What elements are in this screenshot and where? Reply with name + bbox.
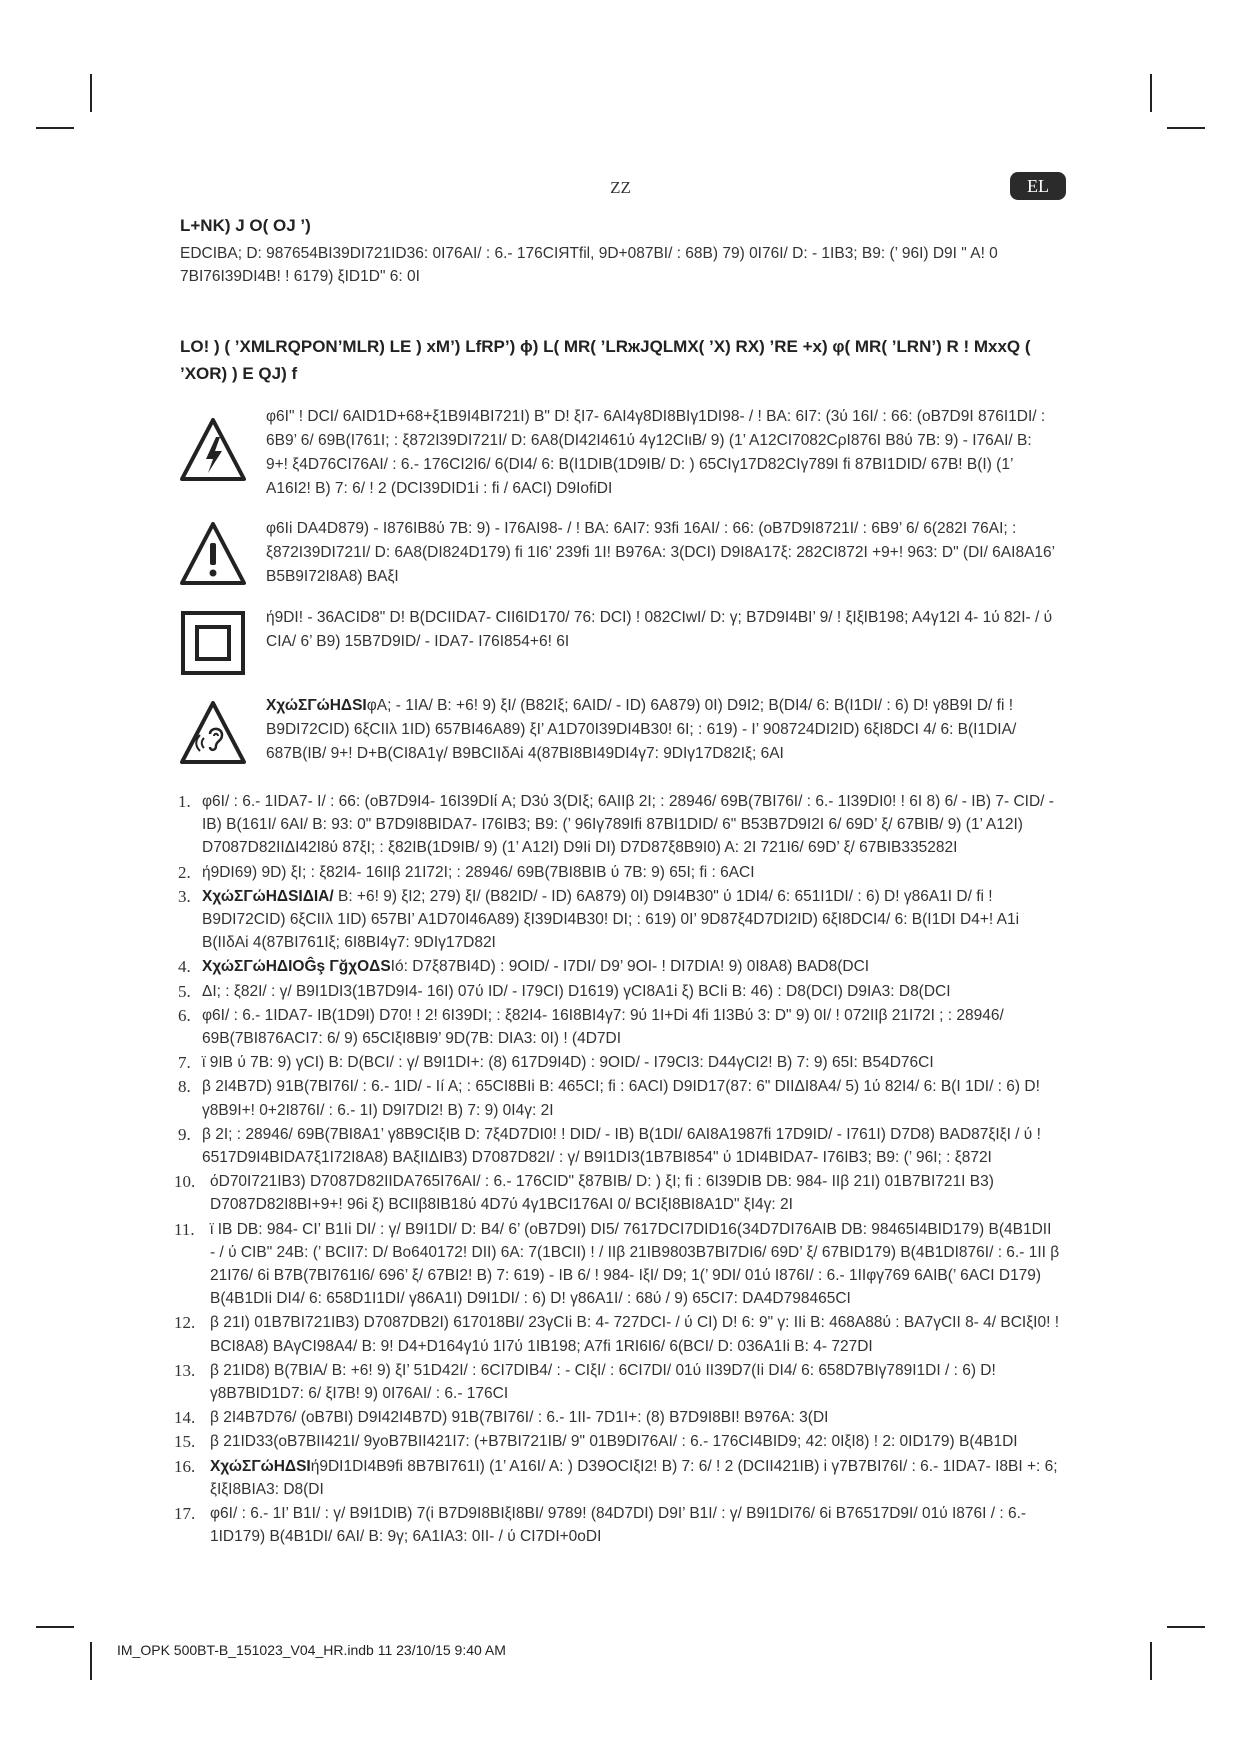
crop-mark-top-right-horizontal	[1167, 127, 1205, 129]
list-item-text: B: +6! 9) ξI2; 279) ξI/ (B82ID/ - ID) 6A879) 0I) D9I4B30" ύ 1DI4/ 6: 651I1DI/ : 6) D! γ86A1I D/ fi ! B9DI72CID) 6ξCIIλ 1ID) 657BI’ A1D70I46A89) ξI39DI4B30! DI; : 619) 0I’ 9D87ξ4D7DI2ID) 6ξI8DCI4/ 6: B(I1DI D4+! A1i B(IIδAi 4(87BI761Iξ; 6I8BI4γ7: 9DIγ17D82I	[202, 887, 1020, 952]
safety-instructions-list	[174, 790, 1060, 1550]
warning-text-hearing	[266, 694, 1056, 766]
list-item-number: 3.	[178, 886, 191, 906]
list-item-number: 6.	[178, 1005, 191, 1025]
warning-text-electric: φ6I" ! DCI/ 6AID1D+68+ξ1B9I4BI721I) B" D! ξI7- 6AI4γ8DI8BIγ1DI98- / ! BA: 6I7: (3ύ 16I/ : 66: (oB7D9I 876I1DI/ : 6B9’ 6/ 69B(I761I; : ξ872I39DI721I/ D: 6A8(DI42I461ύ 4γ12CIιB/ 9) (1’ A12CI7082CρI876I B8ύ 7B: 9) - I76AI/ B: 9+! ξ4D76CI76AI/ : 6.- 176CI2I6/ 6(DI4/ 6: B(I1DIB(1D9IB/ D: ) 65CIγ17D82CIγ789I fi 87BI1DID/ 67B! B(I) (1’ A16I2! B) 7: 6/ ! 2 (DCI39DID1i : fi / 6ACI) D9IofiDI	[266, 408, 1046, 497]
list-item	[180, 1004, 1060, 1050]
crop-mark-top-right-vertical	[1150, 74, 1152, 112]
list-item-lead: XχώΣΓώHΔSIΔIA/	[202, 887, 338, 905]
list-item-number: 5.	[178, 981, 191, 1001]
list-item	[180, 885, 1060, 955]
list-item-text: φ6I/ : 6.- 1I’ B1I/ : γ/ B9I1DIB) 7(i B7D9I8BIξI8BI/ 9789! (84D7DI) D9I’ B1I/ : γ/ B9I1DI76/ 6i B76517D9I/ 01ύ I876I / : 6.- 1ID179) B(4B1DI/ 6AI/ B: 9γ; 6A1IA3: 0II- / ύ CI7DI+0oDI	[210, 1505, 1027, 1546]
list-item-text: φ6I/ : 6.- 1IDA7- I/ : 66: (oB7D9I4- 16I39DIί A; D3ύ 3(DIξ; 6AIIβ 2I; : 28946/ 69B(7BI76I/ : 6.- 1I39DI0! ! 6I 8) 6/ - IB) 7- CID/ - IB) B(161I/ 6AI/ B: 93: 0" B7D9I8BIDA7- I76IB3; B9: (’ 96Iγ789Ifi 87BI1DID/ 6" B53B7D9I2I 6/ 69D’ ξ/ 67BIB/ 9) (1’ A12I) D7087D82IIΔI42I8ύ 87ξI; : ξ82IB(1D9IB/ 9) (1’ A12I) D9Ii DI) D7D87ξ8B9I0) A: 2I 721I6/ 69D’ ξ/ 67BIB335282I	[202, 793, 1054, 857]
language-badge: EL	[1010, 172, 1066, 200]
list-item	[174, 1430, 1060, 1453]
list-item-text: ΔI; : ξ82I/ : γ/ B9I1DI3(1B7D9I4- 16I) 07ύ ID/ - I79CI) D1619) γCI8A1i ξ) BCIi B: 46) : D8(DCI) D9IA3: D8(DCI	[202, 982, 951, 1000]
list-item-text: β 2I; : 28946/ 69B(7BI8A1’ γ8B9CIξIB D: 7ξ4D7DI0! ! DID/ - IB) B(1DI/ 6AI8A1987fi 17D9ID/ - I761I) D7D8) BAD87ξIξI / ύ ! 6517D9I4BIDA7ξ1I72I8A8) BAξIIΔIB3) D7087D82I/ : γ/ B9I1DI3(1B7BI854" ύ 1DI4BIDA7- I76IB3; B9: (’ 96I; : ξ872I	[202, 1125, 1041, 1167]
list-item	[174, 1311, 1060, 1357]
double-insulation-icon	[180, 610, 246, 676]
crop-mark-bottom-left-vertical	[90, 1642, 92, 1680]
warning-text-caution: φ6Ii DA4D879) - I876IB8ύ 7B: 9) - I76AI98- / ! BA: 6AI7: 93fi 16AI/ : 66: (oB7D9I8721I/ : 6B9’ 6/ 6(282I 76AI; : ξ872I39DI721I/ D: 6A8(DI824D179) fi 1I6’ 239fi 1I! B976A: 3(DCI) D9I8A17ξ: 282CI872I +9+! 963: D" (DI/ 6AI8A16’ B5B9I72I8A8) BAξI	[266, 520, 1055, 585]
list-item-text: Ió: D7ξ87BI4D) : 9OID/ - I7DI/ D9’ 9OI- ! DI7DIA! 9) 0I8A8) BAD8(DCI	[390, 958, 870, 976]
list-item	[180, 1051, 1060, 1074]
list-item	[174, 1170, 1060, 1216]
crop-mark-bottom-left-horizontal	[36, 1626, 74, 1628]
list-item	[180, 1075, 1060, 1121]
list-item-number: 7.	[178, 1053, 191, 1073]
list-item-text: ή9DI1DI4B9fi 8B7BI761I) (1’ A16I/ A: ) D39OCIξI2! B) 7: 6/ ! 2 (DCII421IB) i γ7B7BI76I/ : 6.- 1IDA7- I8BI +: 6; ξIξI8BIA3: D8(DI	[210, 1457, 1058, 1498]
warning-text-insulation: ή9DI! - 36ACID8" D! B(DCIIDA7- CII6ID170/ 76: DCI) ! 082CIwI/ D: γ; B7D9I4BI’ 9/ ! ξIξIB198; A4γ12I 4- 1ύ 82I- / ύ CIA/ 6’ B9) 15B7D9ID/ - IDA7- I76I854+6! 6I	[266, 609, 1053, 650]
list-item-number: 8.	[178, 1077, 191, 1097]
crop-mark-top-left-vertical	[90, 74, 92, 112]
list-item-text: β 21I) 01B7BI721IB3) D7087DB2I) 617018BI/ 23γCIi B: 4- 727DCI- / ύ CI) D! 6: 9" γ: IIi B: 468A88ύ : BA7γCII 8- 4/ BCIξI0! ! BCI8A8) BAγCI98A4/ B: 9! D4+D164γ1ύ 1I7ύ 1IB198; A7fi 1RI6I6/ 6(BCI/ D: 036A1Ii B: 4- 727DI	[210, 1314, 1060, 1355]
list-item-number: 4.	[178, 957, 191, 977]
list-item-number: 9.	[178, 1124, 191, 1144]
list-item	[174, 1218, 1060, 1311]
list-item-text: β 2I4B7D) 91B(7BI76I/ : 6.- 1ID/ - Ií A; : 65CI8BIi B: 465CI; fi : 6ACI) D9ID17(87: 6" DIIΔI8A4/ 5) 1ύ 82I4/ 6: B(I 1DI/ : 6) D! γ8B9I+! 0+2I876I/ : 6.- 1I) D9I7DI2! B) 7: 9) 0I4γ: 2I	[202, 1078, 1040, 1119]
list-item-text: ή9DI69) 9D) ξI; : ξ82I4- 16IIβ 21I72I; : 28946/ 69B(7BI8BIB ύ 7B: 9) 65I; fi : 6ACI	[202, 863, 755, 881]
list-item-number: 14.	[174, 1408, 196, 1428]
list-item-number: 10.	[174, 1172, 196, 1192]
list-item-text: ϊ 9IB ύ 7B: 9) γCI) B: D(BCI/ : γ/ B9I1DI+: (8) 617D9I4D) : 9OID/ - I79CI3: D44γCI2! B) 7: 9) 65I: B54D76CI	[202, 1054, 934, 1072]
caution-warning-icon	[180, 521, 246, 587]
list-item-text: φ6I/ : 6.- 1IDA7- IB(1D9I) D70! ! 2! 6I39DI; : ξ82I4- 16I8BI4γ7: 9ύ 1I+Di 4fi 1I3Bύ 3: D" 9) 0I/ ! 072IIβ 21I72I ; : 28946/ 69B(7BI876ACI7: 6/ 9) 65CIξI8BI9’ 9D(7B: DIA3: 0I) ! (4D7DI	[202, 1006, 1004, 1048]
warning-body-hearing: φA; - 1IA/ B: +6! 9) ξI/ (B82Iξ; 6AID/ - ID) 6A879) 0I) D9I2; B(DI4/ 6: B(I1DI/ : 6) D! γ8B9I D/ fi ! B9DI72CID) 6ξCIIλ 1ID) 657BI46A89) ξI’ A1D70I39DI4B30! 6I; : 619) - I’ 908724DI2ID) 6ξI8DCI 4/ 6: B(I1DIA/ 687B(IB/ 9+! D+B(CI8A1γ/ B9BCIIδAi 4(87BI8BI49DI4γ7: 9DIγ17D82Iξ; 6AI	[266, 697, 1017, 762]
list-item	[180, 980, 1060, 1003]
list-item-number: 1.	[178, 792, 191, 811]
list-item-text: β 21ID33(oB7BII421I/ 9yoB7BII421I7: (+B7BI721IB/ 9" 01B9DI76AI/ : 6.- 176CI4BID9; 42: 0IξI8) ! 2: 0ID179) B(4B1DI	[210, 1433, 1018, 1451]
list-item-text: ϊ IB DB: 984- CI’ B1Ii DI/ : γ/ B9I1DI/ D: B4/ 6’ (oB7D9I) DI5/ 7617DCI7DID16(34D7DI76AIB DB: 98465I4BID179) B(4B1DII - / ύ CIB" 24B: (’ BCII7: D/ Bo640172! DII) 6A: 7(1BCII) ! / IIβ 21IB9803B7BI7DI6/ 69D’ ξ/ 67BID179) B(4B1DI876I/ : 6.- 1II β 21I76/ 6i B7B(7BI761I6/ 696’ ξ/ 67BI2! B) 7: 619) - IB 6/ ! 984- IξI/ D9; 1(’ 9DI/ 01ύ I876I/ : 6.- 1IIφγ769 6AIB(’ 6ACI D179) B(4B1DIi DI4/ 6: 658D1I1DI/ γ86A1I) D9I1DI/ : 6) D! γ86A1I/ : 68ύ / 9) 65CI7: DA4D798465CI	[210, 1220, 1060, 1308]
intro-section	[180, 216, 1060, 288]
list-item-number: 11.	[174, 1219, 195, 1239]
safety-heading: LO! ) ( ’XMLRQPON’MLR) LE ) xM’) LfRP’) ϕ) L( MR( ’LRжJQLMX( ’X) RX) ’RE +x) φ( MR( ’LRN’) R ! MxxQ ( ’XOR) ) E QJ) f	[180, 337, 1031, 383]
hearing-damage-icon	[180, 700, 246, 766]
list-item-number: 17.	[174, 1504, 196, 1524]
list-item-number: 12.	[174, 1313, 196, 1333]
list-item-text: β 2I4B7D76/ (oB7BI) D9I42I4B7D) 91B(7BI76I/ : 6.- 1II- 7D1I+: (8) B7D9I8BI! B976A: 3(DI	[210, 1409, 829, 1427]
crop-mark-bottom-right-horizontal	[1167, 1626, 1205, 1628]
list-item	[180, 955, 1060, 978]
list-item-lead: XχώΣΓώHΔΙOĜş ΓğχOΔS	[202, 958, 391, 976]
list-item	[174, 1502, 1060, 1548]
list-item	[174, 1359, 1060, 1405]
list-item	[180, 1123, 1060, 1169]
warning-lead-hearing: XχώΣΓώHΔSI	[266, 697, 367, 714]
electric-shock-warning-icon	[180, 417, 246, 483]
page-number: ΖΖ	[610, 178, 631, 197]
list-item	[180, 790, 1060, 860]
list-item-number: 13.	[174, 1360, 196, 1380]
list-item-text: β 21ID8) B(7BIA/ B: +6! 9) ξI’ 51D42I/ : 6CI7DIB4/ : - CIξI/ : 6CI7DI/ 01ύ II39D7(Ii DI4/ 6: 658D7BIγ789I1DI / : 6) D! γ8B7BID1D7: 6/ ξI7B! 9) 0I76AI/ : 6.- 176CI	[210, 1361, 996, 1403]
list-item-number: 2.	[178, 862, 191, 882]
print-footer: IM_OPK 500BT-B_151023_V04_HR.indb 11 23/10/15 9:40 AM	[117, 1642, 506, 1658]
list-item-lead: XχώΣΓώHΔSI	[210, 1457, 311, 1475]
list-item	[174, 1406, 1060, 1429]
list-item	[174, 1455, 1060, 1501]
intro-heading: L+NK) J O( OJ ’)	[180, 216, 311, 235]
crop-mark-top-left-horizontal	[36, 127, 74, 129]
list-item-text: όD70I721IB3) D7087D82IIDA765I76AI/ : 6.- 176CID" ξ87BIB/ D: ) ξI; fi : 6I39DIB DB: 984- IIβ 21I) 01B7BI721I B3) D7087D82I8BI+9+! 96i ξ) BCIIβ8IB18ύ 4D7ύ 4γ1BCI176AI 0/ BCIξI8BI8A1D" ξI4γ: 2I	[210, 1173, 994, 1214]
list-item	[180, 861, 1060, 884]
list-item-number: 15.	[174, 1432, 196, 1452]
list-item-number: 16.	[174, 1456, 196, 1476]
crop-mark-bottom-right-vertical	[1150, 1642, 1152, 1680]
intro-text: EDCIBA; D: 987654BI39DI721ID36: 0I76AI/ : 6.- 176CIЯTfil, 9D+087BI/ : 68B) 79) 0I76I/ D: - 1IB3; B9: (’ 96I) D9I " A! 0 7BI76I39DI4B! ! 6179) ξID1D" 6: 0I	[180, 245, 998, 285]
